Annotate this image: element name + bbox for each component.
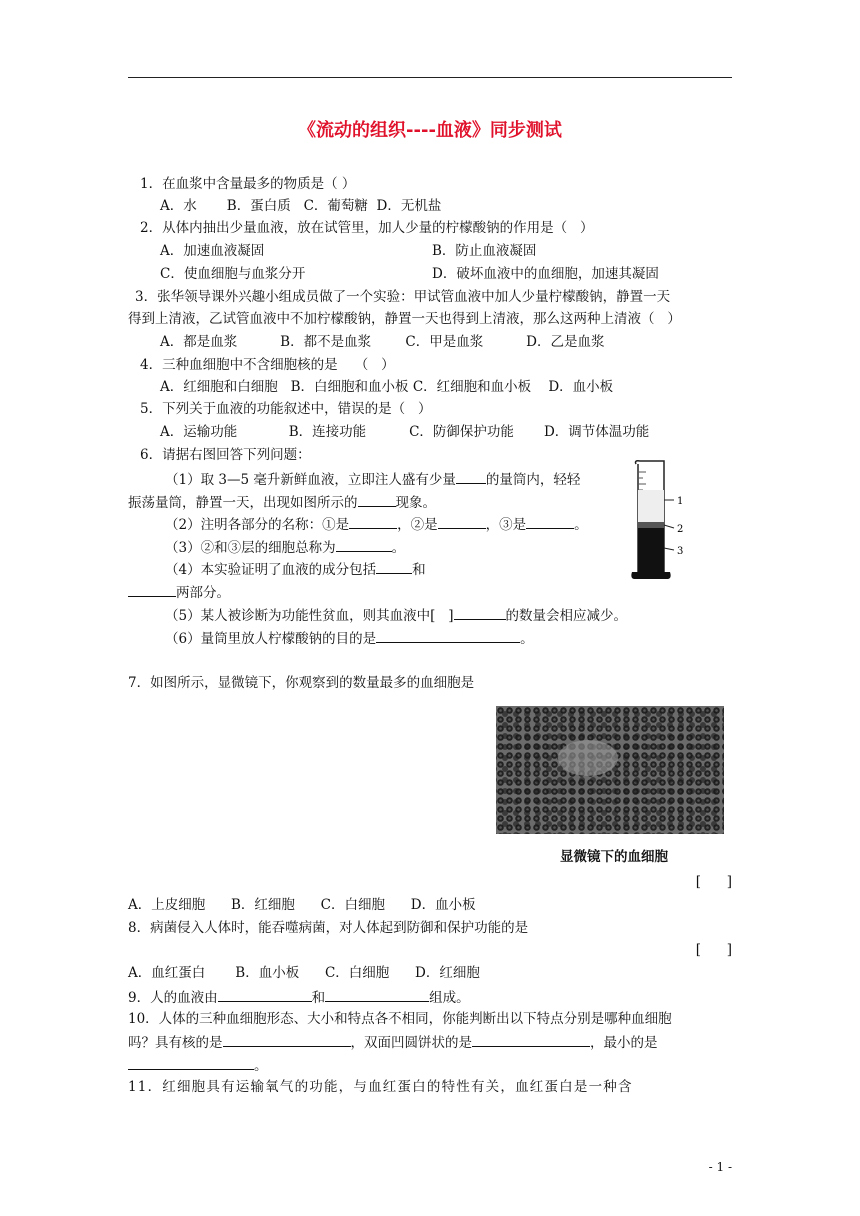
q8-options: A．血红蛋白 B．血小板 C．白细胞 D．红细胞 bbox=[128, 965, 480, 981]
q2-option-b: B．防止血液凝固 bbox=[432, 243, 537, 259]
header-rule bbox=[128, 77, 732, 78]
q8-stem: 8．病菌侵入人体时，能吞噬病菌，对人体起到防御和保护功能的是 bbox=[128, 920, 529, 936]
graduated-cylinder-figure bbox=[624, 458, 694, 582]
q11-line1: 11．红细胞具有运输氧气的功能，与血红蛋白的特性有关，血红蛋白是一种含 bbox=[128, 1079, 633, 1095]
q10-line1: 10．人体的三种血细胞形态、大小和特点各不相同，你能判断出以下特点分别是哪种血细胞 bbox=[128, 1011, 672, 1027]
q3-options: A．都是血浆 B．都不是血浆 C．甲是血浆 D．乙是血浆 bbox=[160, 334, 605, 350]
q5-stem: 5．下列关于血液的功能叙述中，错误的是（ ） bbox=[140, 401, 432, 417]
q7-stem: 7．如图所示，显微镜下，你观察到的数量最多的血细胞是 bbox=[128, 675, 475, 691]
layer-label: 3 bbox=[677, 546, 684, 557]
q8-answer-bracket[interactable]: [ ] bbox=[695, 942, 732, 958]
q6-sub4: （4）本实验证明了血液的成分包括 和 bbox=[165, 559, 426, 579]
page-number: - 1 - bbox=[708, 1160, 732, 1174]
microscope-blood-cells-image bbox=[496, 706, 724, 834]
layer-label: 1 bbox=[677, 496, 684, 507]
q3-line1: 3．张华领导课外兴趣小组成员做了一个实验：甲试管血液中加人少量柠檬酸钠，静置一天 bbox=[135, 289, 671, 305]
blank[interactable] bbox=[223, 1032, 351, 1047]
blank[interactable] bbox=[349, 514, 397, 529]
q1-stem: 1．在血浆中含量最多的物质是（ ） bbox=[140, 176, 356, 192]
q9: 9．人的血液由 和 组成。 bbox=[128, 987, 470, 1007]
q2-stem: 2．从体内抽出少量血液，放在试管里，加人少量的柠檬酸钠的作用是（ ） bbox=[140, 220, 594, 236]
q4-options: A．红细胞和白细胞 B．白细胞和血小板 C．红细胞和血小板 D．血小板 bbox=[160, 379, 614, 395]
blank[interactable] bbox=[438, 514, 486, 529]
blank[interactable] bbox=[456, 469, 486, 484]
q7-options: A．上皮细胞 B．红细胞 C．白细胞 D．血小板 bbox=[128, 897, 476, 913]
blank[interactable] bbox=[128, 1055, 254, 1070]
blank[interactable] bbox=[325, 987, 429, 1002]
image-caption: 显微镜下的血细胞 bbox=[560, 849, 668, 865]
layer-label: 2 bbox=[677, 524, 684, 535]
blank[interactable] bbox=[454, 605, 506, 620]
q7-answer-bracket[interactable]: [ ] bbox=[695, 874, 732, 890]
q2-option-c: C．使血细胞与血浆分开 bbox=[160, 266, 306, 282]
q6-sub1-cont: 振荡量筒，静置一天，出现如图所示的 现象。 bbox=[128, 492, 436, 512]
q1-options: A．水 B．蛋白质 C．葡萄糖 D．无机盐 bbox=[160, 198, 442, 214]
blank[interactable] bbox=[376, 559, 412, 574]
blank[interactable] bbox=[336, 537, 392, 552]
q6-sub4-cont: 两部分。 bbox=[128, 582, 230, 602]
blank[interactable] bbox=[358, 492, 396, 507]
q6-sub2: （2）注明各部分的名称：①是 ，②是 ，③是 。 bbox=[165, 514, 588, 534]
blank[interactable] bbox=[472, 1032, 590, 1047]
q6-sub3: （3）②和③层的细胞总称为 。 bbox=[165, 537, 405, 557]
q3-line2: 得到上清液，乙试管血液中不加柠檬酸钠，静置一天也得到上清液，那么这两种上清液（ ） bbox=[128, 311, 681, 327]
blank[interactable] bbox=[128, 582, 176, 597]
q6-sub1: （1）取 3—5 毫升新鲜血液，立即注人盛有少量 的量筒内，轻轻 bbox=[165, 469, 580, 489]
blank[interactable] bbox=[218, 987, 312, 1002]
q10-line2: 吗？具有核的是 ，双面凹圆饼状的是 ，最小的是 bbox=[128, 1032, 658, 1052]
q6-sub5: （5）某人被诊断为功能性贫血，则其血液中[ ] 的数量会相应减少。 bbox=[165, 605, 627, 625]
q5-options: A．运输功能 B．连接功能 C．防御保护功能 D．调节体温功能 bbox=[160, 424, 650, 440]
q6-sub6: （6）量筒里放人柠檬酸钠的目的是 。 bbox=[165, 628, 534, 648]
blank[interactable] bbox=[376, 628, 520, 643]
q2-option-d: D．破坏血液中的血细胞，加速其凝固 bbox=[432, 266, 659, 282]
q4-stem: 4．三种血细胞中不含细胞核的是 （ ） bbox=[140, 357, 395, 373]
page-title: 《流动的组织----血液》同步测试 bbox=[298, 120, 562, 141]
blank[interactable] bbox=[526, 514, 574, 529]
q10-line3: 。 bbox=[128, 1055, 268, 1075]
q6-stem: 6．请据右图回答下列问题： bbox=[140, 447, 311, 463]
q2-option-a: A．加速血液凝固 bbox=[160, 243, 265, 259]
